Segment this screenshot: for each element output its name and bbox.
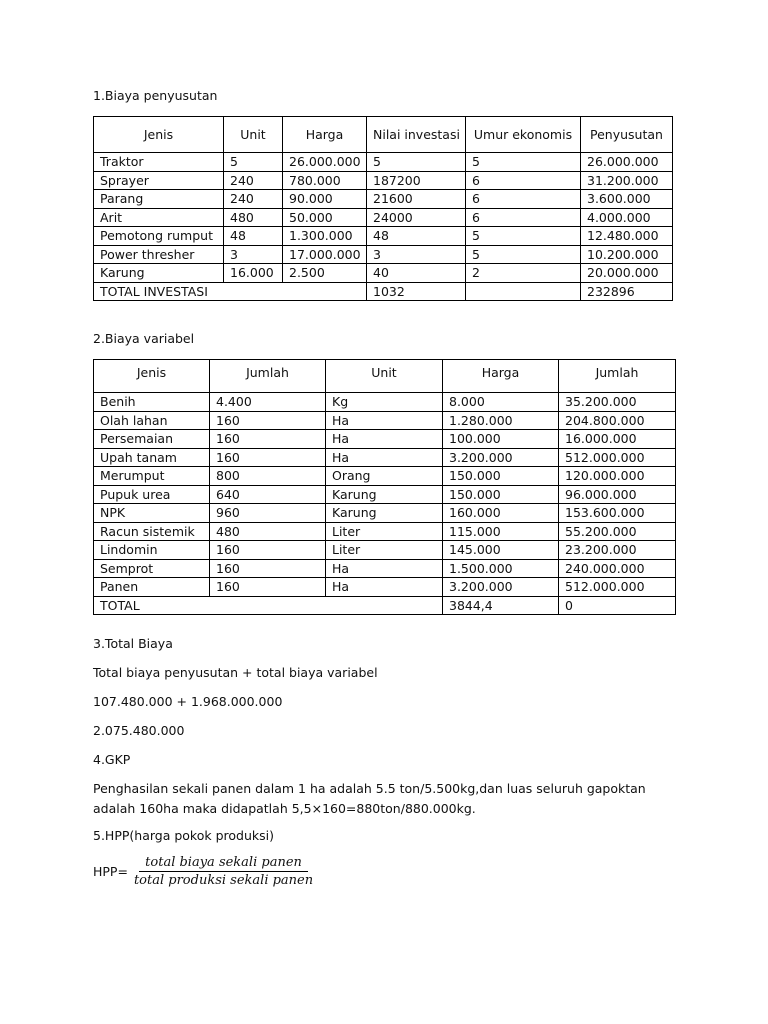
table-cell: 21600 — [367, 190, 466, 209]
table-cell: Parang — [94, 190, 224, 209]
table-cell: 3.200.000 — [443, 448, 559, 467]
table-cell: Benih — [94, 393, 210, 412]
table-row — [94, 190, 673, 209]
total-nilai: 1032 — [367, 282, 466, 301]
col-header: Nilai investasi — [367, 117, 466, 153]
table-cell: 50.000 — [283, 208, 367, 227]
table-cell: 780.000 — [283, 171, 367, 190]
table-cell: Merumput — [94, 467, 210, 486]
table-cell: NPK — [94, 504, 210, 523]
table-cell: 12.480.000 — [581, 227, 673, 246]
variable-cost-table — [93, 359, 676, 615]
table-cell: Pupuk urea — [94, 485, 210, 504]
table-cell: Panen — [94, 578, 210, 597]
table-cell: 115.000 — [443, 522, 559, 541]
table-cell: Ha — [326, 430, 443, 449]
table-cell: Semprot — [94, 559, 210, 578]
table-cell: 160 — [210, 448, 326, 467]
table-cell: Liter — [326, 541, 443, 560]
table-cell: 2 — [466, 264, 581, 283]
table-cell: 6 — [466, 208, 581, 227]
table-row — [94, 430, 676, 449]
table-row — [94, 264, 673, 283]
total-jumlah: 0 — [559, 596, 676, 615]
section3-title: 3.Total Biaya — [93, 636, 173, 651]
table-row — [94, 208, 673, 227]
table-cell: 3.200.000 — [443, 578, 559, 597]
table-cell: 4.400 — [210, 393, 326, 412]
table-cell: Kg — [326, 393, 443, 412]
total-penyusutan: 232896 — [581, 282, 673, 301]
total-label: TOTAL INVESTASI — [94, 282, 367, 301]
table-cell: 3 — [224, 245, 283, 264]
table-row — [94, 393, 676, 412]
table-total-row — [94, 282, 673, 301]
table-cell: 4.000.000 — [581, 208, 673, 227]
table-cell: 160.000 — [443, 504, 559, 523]
col-header: Unit — [326, 360, 443, 393]
col-header: Harga — [443, 360, 559, 393]
table-cell: Upah tanam — [94, 448, 210, 467]
table-cell: 10.200.000 — [581, 245, 673, 264]
table-cell: Karung — [326, 485, 443, 504]
section2-title: 2.Biaya variabel — [93, 331, 195, 346]
table-cell: 55.200.000 — [559, 522, 676, 541]
table-row — [94, 578, 676, 597]
col-header: Umur ekonomis — [466, 117, 581, 153]
section4-title: 4.GKP — [93, 752, 131, 767]
table-cell: 23.200.000 — [559, 541, 676, 560]
table-cell: 48 — [224, 227, 283, 246]
table-cell: Ha — [326, 448, 443, 467]
table-row — [94, 467, 676, 486]
table-cell: 24000 — [367, 208, 466, 227]
table-cell: 1.500.000 — [443, 559, 559, 578]
table-cell: 512.000.000 — [559, 578, 676, 597]
table-header-row — [94, 117, 673, 153]
table-cell: 640 — [210, 485, 326, 504]
table-cell: 240 — [224, 190, 283, 209]
table-cell: 16.000 — [224, 264, 283, 283]
section5-title: 5.HPP(harga pokok produksi) — [93, 828, 274, 843]
table-cell: 5 — [466, 227, 581, 246]
table-cell: 160 — [210, 430, 326, 449]
depreciation-table — [93, 116, 673, 301]
table-cell: 6 — [466, 190, 581, 209]
table-cell: 240.000.000 — [559, 559, 676, 578]
col-header: Jenis — [94, 117, 224, 153]
table-row — [94, 541, 676, 560]
table-cell: 26.000.000 — [283, 153, 367, 172]
table-row — [94, 559, 676, 578]
table-row — [94, 411, 676, 430]
table-cell: Liter — [326, 522, 443, 541]
table-row — [94, 171, 673, 190]
table-cell: 120.000.000 — [559, 467, 676, 486]
table-cell: 90.000 — [283, 190, 367, 209]
table-cell: 48 — [367, 227, 466, 246]
hpp-denominator: total produksi sekali panen — [133, 873, 314, 888]
table-cell: Ha — [326, 578, 443, 597]
col-header: Penyusutan — [581, 117, 673, 153]
table-cell: 40 — [367, 264, 466, 283]
table-row — [94, 227, 673, 246]
col-header: Jumlah — [559, 360, 676, 393]
table-cell: 145.000 — [443, 541, 559, 560]
table-cell: Persemaian — [94, 430, 210, 449]
table-cell: 960 — [210, 504, 326, 523]
table-cell: Olah lahan — [94, 411, 210, 430]
table-cell: 160 — [210, 411, 326, 430]
table-cell: Power thresher — [94, 245, 224, 264]
table-cell: 240 — [224, 171, 283, 190]
table-cell: 96.000.000 — [559, 485, 676, 504]
table-cell: Lindomin — [94, 541, 210, 560]
hpp-formula — [93, 855, 319, 888]
total-umur — [466, 282, 581, 301]
hpp-fraction — [128, 855, 319, 888]
table-cell: 35.200.000 — [559, 393, 676, 412]
section1-title: 1.Biaya penyusutan — [93, 88, 218, 103]
table-cell: 6 — [466, 171, 581, 190]
table-cell: Traktor — [94, 153, 224, 172]
table-row — [94, 485, 676, 504]
table-row — [94, 504, 676, 523]
table-cell: Orang — [326, 467, 443, 486]
table-cell: 3.600.000 — [581, 190, 673, 209]
table-cell: Arit — [94, 208, 224, 227]
table-cell: 480 — [224, 208, 283, 227]
table-cell: 31.200.000 — [581, 171, 673, 190]
table-cell: 2.500 — [283, 264, 367, 283]
table-cell: Pemotong rumput — [94, 227, 224, 246]
table-cell: 480 — [210, 522, 326, 541]
table-cell: 5 — [367, 153, 466, 172]
total-cost-result: 2.075.480.000 — [93, 723, 185, 738]
gkp-paragraph: Penghasilan sekali panen dalam 1 ha adalah 5.5 ton/5.500kg,dan luas seluruh gapoktan adalah 160ha maka didapatlah 5,5×160=880ton/880.000kg. — [93, 781, 646, 816]
table-cell: 17.000.000 — [283, 245, 367, 264]
table-cell: 160 — [210, 559, 326, 578]
table-cell: 204.800.000 — [559, 411, 676, 430]
table-cell: 20.000.000 — [581, 264, 673, 283]
table-cell: 5 — [466, 245, 581, 264]
table-cell: 512.000.000 — [559, 448, 676, 467]
table-cell: 800 — [210, 467, 326, 486]
total-cost-formula-text: Total biaya penyusutan + total biaya variabel — [93, 665, 378, 680]
table-cell: 8.000 — [443, 393, 559, 412]
table-cell: Karung — [326, 504, 443, 523]
table-header-row — [94, 360, 676, 393]
col-header: Harga — [283, 117, 367, 153]
table-cell: 3 — [367, 245, 466, 264]
table-cell: 150.000 — [443, 485, 559, 504]
table-cell: 187200 — [367, 171, 466, 190]
table-row — [94, 448, 676, 467]
total-label: TOTAL — [94, 596, 443, 615]
table-total-row — [94, 596, 676, 615]
table-cell: 153.600.000 — [559, 504, 676, 523]
table-cell: 26.000.000 — [581, 153, 673, 172]
table-cell: Ha — [326, 559, 443, 578]
total-harga: 3844,4 — [443, 596, 559, 615]
table-cell: 1.280.000 — [443, 411, 559, 430]
table-cell: Karung — [94, 264, 224, 283]
table-cell: Racun sistemik — [94, 522, 210, 541]
table-cell: 16.000.000 — [559, 430, 676, 449]
hpp-numerator: total biaya sekali panen — [139, 855, 308, 872]
table-cell: 160 — [210, 541, 326, 560]
table-row — [94, 522, 676, 541]
col-header: Jumlah — [210, 360, 326, 393]
col-header: Jenis — [94, 360, 210, 393]
table-cell: Ha — [326, 411, 443, 430]
table-cell: 150.000 — [443, 467, 559, 486]
table-cell: 1.300.000 — [283, 227, 367, 246]
total-cost-sum: 107.480.000 + 1.968.000.000 — [93, 694, 283, 709]
col-header: Unit — [224, 117, 283, 153]
table-cell: 5 — [224, 153, 283, 172]
table-row — [94, 245, 673, 264]
table-row — [94, 153, 673, 172]
table-cell: 5 — [466, 153, 581, 172]
table-cell: Sprayer — [94, 171, 224, 190]
table-cell: 100.000 — [443, 430, 559, 449]
hpp-label: HPP= — [93, 864, 128, 879]
table-cell: 160 — [210, 578, 326, 597]
